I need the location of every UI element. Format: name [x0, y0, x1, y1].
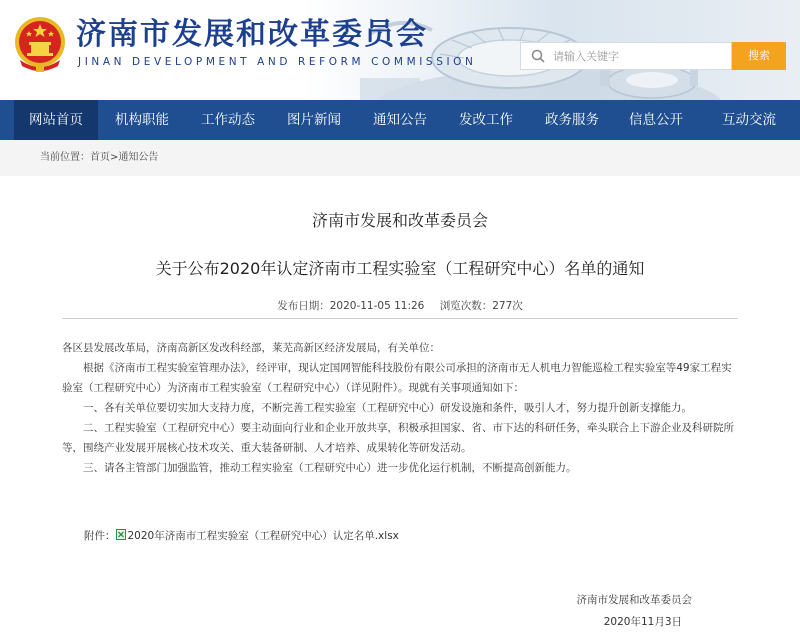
site-subtitle: JINAN DEVELOPMENT AND REFORM COMMISSION — [78, 56, 477, 68]
search-button[interactable]: 搜索 — [732, 42, 786, 70]
nav-item-interaction[interactable]: 互动交流 — [722, 112, 776, 128]
nav-item-notices[interactable]: 通知公告 — [373, 112, 427, 128]
article-org: 济南市发展和改革委员会 — [311, 211, 488, 230]
article-paragraph: 一、各有关单位要切实加大支持力度，不断完善工程实验室（工程研究中心）研发设施和条件，吸引人才，努力提升创新支撑能力。 — [83, 402, 692, 414]
site-header — [0, 0, 800, 100]
attachment-link[interactable]: 2020年济南市工程实验室（工程研究中心）认定名单.xlsx — [127, 530, 399, 542]
breadcrumb-bar — [0, 140, 800, 176]
view-count: 浏览次数：277次 — [439, 300, 523, 312]
breadcrumb-home-link[interactable]: 首页 — [90, 152, 110, 163]
breadcrumb-current-link[interactable]: 通知公告 — [118, 152, 159, 163]
sign-date: 2020年11月3日 — [603, 616, 682, 628]
nav-item-home[interactable]: 网站首页 — [14, 100, 98, 140]
site-title: 济南市发展和改革委员会 — [76, 17, 428, 52]
nav-item-photo-news[interactable]: 图片新闻 — [287, 112, 341, 128]
signer: 济南市发展和改革委员会 — [576, 594, 692, 606]
publish-date: 发布日期：2020-11-05 11:26 — [277, 300, 425, 312]
attachment-row — [84, 528, 399, 543]
nav-item-functions[interactable]: 机构职能 — [115, 112, 169, 128]
article-paragraph: 根据《济南市工程实验室管理办法》，经评审，现认定国网智能科技股份有限公司承担的济南市无人机电力智能巡检工程实验室等49家工程实验室（工程研究中心）为济南市工程实验室（工程研究中心）（详见附件）。现就有关事项通知如下： — [62, 362, 732, 394]
article-salutation: 各区县发展改革局，济南高新区发改科经部，莱芜高新区经济发展局，有关单位： — [62, 342, 440, 354]
national-emblem-icon — [14, 14, 66, 76]
article-body — [62, 338, 738, 478]
breadcrumb-prefix: 当前位置： — [40, 152, 90, 163]
nav-item-reform-work[interactable]: 发改工作 — [459, 112, 513, 128]
breadcrumb-separator: > — [110, 152, 119, 163]
main-nav — [0, 100, 800, 140]
search-icon — [531, 49, 545, 63]
attachment-label: 附件： — [84, 530, 116, 542]
article-meta — [0, 298, 800, 313]
search-input[interactable] — [553, 43, 729, 69]
article-title: 关于公布2020年认定济南市工程实验室（工程研究中心）名单的通知 — [155, 259, 645, 278]
search-box — [520, 42, 732, 70]
article-paragraph: 二、工程实验室（工程研究中心）要主动面向行业和企业开放共享，积极承担国家、省、市下达的科研任务，牵头联合上下游企业及科研院所等，围绕产业发展开展核心技术攻关、重大装备研制、人才培养、成果转化等研发活动。 — [62, 422, 734, 454]
title-divider — [62, 318, 738, 319]
breadcrumb — [40, 140, 158, 176]
nav-item-work-news[interactable]: 工作动态 — [201, 112, 255, 128]
article-paragraph: 三、请各主管部门加强监管，推动工程实验室（工程研究中心）进一步优化运行机制，不断提高创新能力。 — [83, 462, 577, 474]
nav-item-info-disclosure[interactable]: 信息公开 — [629, 112, 683, 128]
excel-file-icon — [116, 529, 126, 540]
nav-item-gov-services[interactable]: 政务服务 — [545, 112, 599, 128]
